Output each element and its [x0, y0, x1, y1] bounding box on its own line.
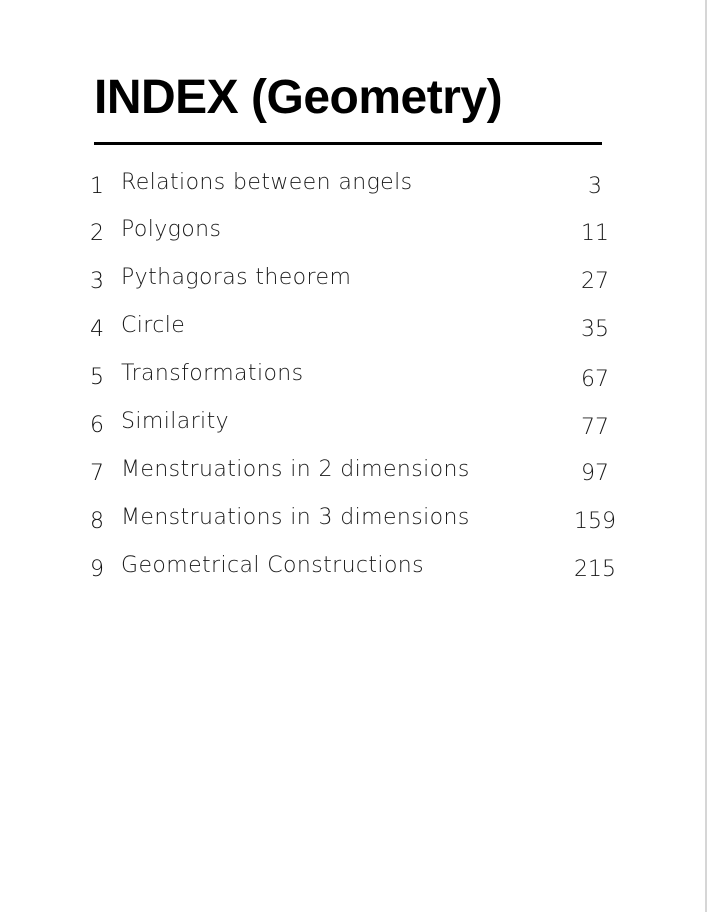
- page-title: INDEX (Geometry): [94, 71, 503, 124]
- toc-entry-number: 5: [90, 365, 104, 390]
- toc-entry-page: 35: [581, 317, 609, 342]
- toc-entry[interactable]: [0, 263, 707, 303]
- toc-entry[interactable]: [0, 503, 707, 543]
- toc-entry-number: 6: [90, 413, 104, 438]
- toc-entry-number: 1: [90, 174, 104, 199]
- toc-entry-page: 3: [588, 174, 602, 199]
- toc-entry[interactable]: [0, 551, 707, 591]
- toc-entry-number: 7: [90, 461, 104, 486]
- toc-entry-page: 27: [581, 269, 609, 294]
- toc-entry[interactable]: [0, 455, 707, 495]
- toc-entry-title: Relations between angels: [121, 170, 413, 195]
- toc-entry-title: Similarity: [121, 409, 230, 434]
- toc-entry-title: Pythagoras theorem: [121, 265, 352, 290]
- toc-entry[interactable]: [0, 168, 707, 208]
- toc-entry-title: Transformations: [121, 361, 304, 386]
- toc-entry-title: Menstruations in 2 dimensions: [121, 457, 470, 482]
- toc-entry-page: 67: [581, 367, 609, 392]
- toc-entry-page: 77: [581, 415, 609, 440]
- toc-entry-page: 97: [581, 461, 609, 486]
- toc-entry-page: 159: [574, 509, 616, 534]
- toc-entry-number: 2: [90, 221, 104, 246]
- toc-entry[interactable]: [0, 215, 707, 255]
- toc-entry-number: 9: [90, 557, 104, 582]
- toc-entry-title: Circle: [121, 313, 186, 338]
- toc-entry-page: 215: [574, 557, 616, 582]
- toc-entry-title: Geometrical Constructions: [121, 553, 425, 578]
- toc-entry[interactable]: [0, 311, 707, 351]
- toc-entry[interactable]: [0, 407, 707, 447]
- toc-entry-title: Polygons: [121, 217, 222, 242]
- toc-entry-number: 3: [90, 269, 104, 294]
- toc-entry-title: Menstruations in 3 dimensions: [121, 505, 470, 530]
- toc-entry[interactable]: [0, 359, 707, 399]
- toc-entry-number: 4: [90, 317, 104, 342]
- toc-entry-page: 11: [581, 221, 609, 246]
- toc-entry-number: 8: [90, 509, 104, 534]
